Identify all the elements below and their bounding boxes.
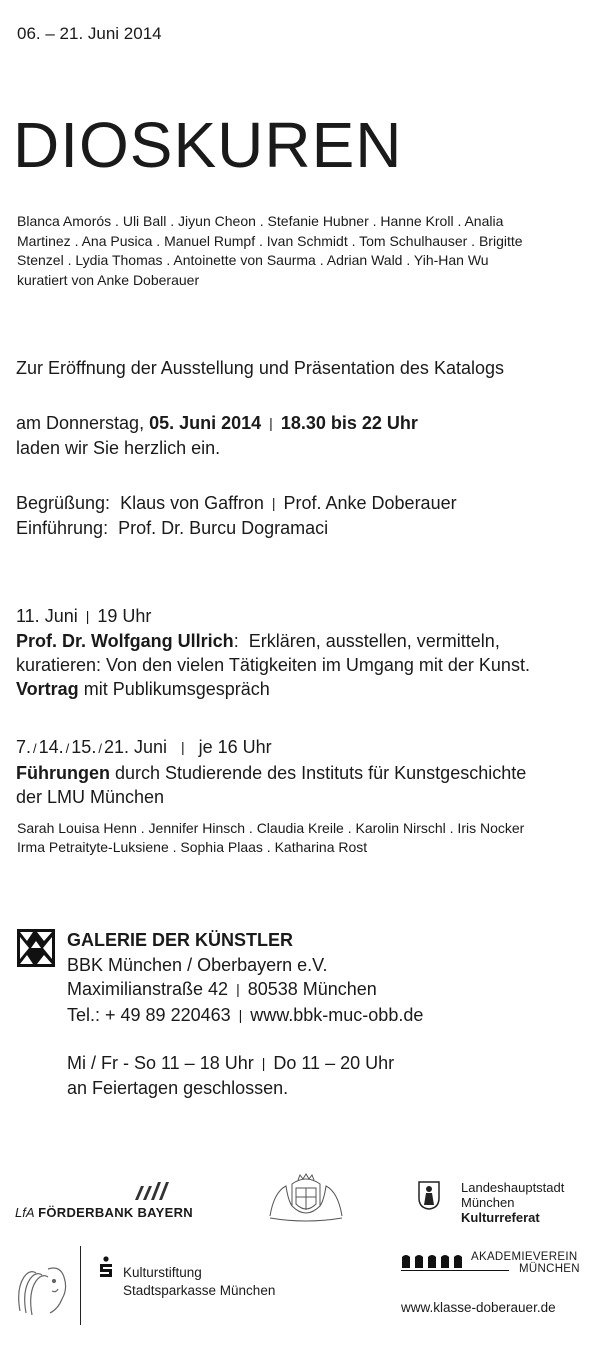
gallery-city: 80538 München: [247, 979, 377, 999]
artist-line: Martinez . Ana Pusica . Manuel Rumpf . Ivan Schmidt . Tom Schulhauser . Brigitte: [17, 232, 523, 249]
separator: |: [261, 1055, 266, 1071]
lfa-prefix: LfA: [15, 1205, 35, 1220]
exhibition-title: DIOSKUREN: [13, 109, 403, 181]
greeting-block: [16, 491, 457, 540]
tour-date: 14.: [38, 737, 64, 757]
greeting-name: Klaus von Gaffron: [120, 493, 264, 513]
akademieverein-bars-icon: [401, 1252, 467, 1268]
invite-time: 18.30 bis 22 Uhr: [280, 413, 418, 433]
munich-monk-icon: [417, 1180, 441, 1210]
artist-line: Stenzel . Lydia Thomas . Antoinette von Saurma . Adrian Wald . Yih-Han Wu: [17, 252, 489, 268]
lhs-line: München: [461, 1195, 515, 1210]
tour-time: je 16 Uhr: [198, 737, 272, 757]
curator-line: kuratiert von Anke Doberauer: [17, 271, 200, 288]
talk-block: [16, 604, 586, 701]
lhs-text: [461, 1180, 564, 1225]
intro-label: Einführung:: [16, 518, 109, 538]
gallery-org: BBK München / Oberbayern e.V.: [67, 954, 328, 975]
opening-hours: [67, 1051, 394, 1100]
greeting-label: Begrüßung:: [16, 493, 111, 513]
sparkasse-text: [123, 1264, 275, 1300]
gallery-web-link[interactable]: www.bbk-muc-obb.de: [250, 1004, 424, 1025]
student-list: [17, 819, 587, 857]
student-line: Irma Petraityte-Luksiene . Sophia Plaas . Katharina Rost: [17, 839, 368, 855]
invitation: [16, 411, 418, 460]
gallery-street: Maximilianstraße 42: [67, 979, 229, 999]
separator: |: [181, 739, 185, 755]
closed-note: an Feiertagen geschlossen.: [67, 1078, 289, 1098]
exhibition-date: 06. – 21. Juni 2014: [17, 24, 162, 43]
separator: |: [271, 495, 276, 511]
slash: /: [65, 741, 70, 756]
artist-line: Blanca Amorós . Uli Ball . Jiyun Cheon . Stefanie Hubner . Hanne Kroll . Analia: [17, 213, 504, 229]
sparkasse-line: Kulturstiftung: [123, 1265, 202, 1280]
gallery-name: GALERIE DER KÜNSTLER: [67, 930, 294, 950]
lfa-logo: [15, 1182, 195, 1222]
slash: /: [98, 741, 102, 756]
talk-type-rest: mit Publikumsgespräch: [83, 679, 270, 699]
talk-topic: Erklären, ausstellen, vermitteln,: [248, 631, 500, 651]
student-line: Sarah Louisa Henn . Jennifer Hinsch . Claudia Kreile . Karolin Nirschl . Iris Nocker: [17, 820, 525, 836]
tour-date: 15.: [71, 737, 97, 757]
invite-date: 05. Juni 2014: [149, 413, 262, 433]
talk-time: 19 Uhr: [97, 606, 152, 626]
intro-name: Prof. Dr. Burcu Dogramaci: [118, 518, 329, 538]
slash: /: [33, 741, 37, 756]
akad-line: AKADEMIEVEREIN: [471, 1251, 578, 1263]
separator: |: [269, 415, 273, 431]
lfa-bars-icon: [133, 1182, 189, 1202]
separator: |: [236, 981, 240, 997]
hours-text: Mi / Fr - So 11 – 18 Uhr: [67, 1053, 254, 1073]
tours-label: Führungen: [16, 763, 110, 783]
separator: |: [85, 608, 90, 624]
lhs-line: Landeshauptstadt: [461, 1180, 565, 1195]
artist-list: [17, 212, 585, 290]
website-link[interactable]: www.klasse-doberauer.de: [401, 1300, 556, 1315]
talk-type: Vortrag: [16, 679, 79, 699]
akademieverein-logo: [401, 1251, 583, 1281]
divider: [80, 1246, 81, 1325]
greeting-name: Prof. Anke Doberauer: [283, 493, 457, 513]
separator: |: [238, 1006, 243, 1023]
invite-line2: laden wir Sie herzlich ein.: [16, 438, 221, 458]
talk-topic: kuratieren: Von den vielen Tätigkeiten im Umgang mit der Kunst.: [16, 655, 530, 675]
gallery-logo-icon: [17, 929, 55, 967]
akad-line: MÜNCHEN: [519, 1263, 580, 1275]
tours-desc: der LMU München: [16, 787, 165, 807]
bavarian-crest-icon: [266, 1172, 346, 1224]
talk-colon: :: [233, 631, 239, 651]
tours-desc: durch Studierende des Instituts für Kunstgeschichte: [115, 763, 527, 783]
sparkasse-face-icon: [12, 1259, 74, 1317]
gallery-info: [67, 928, 423, 1028]
invite-prefix: am Donnerstag,: [16, 413, 145, 433]
tour-date: 21. Juni: [103, 737, 167, 757]
lhs-line: Kulturreferat: [461, 1210, 540, 1225]
tour-date: 7.: [16, 737, 32, 757]
sparkasse-s-icon: [99, 1256, 113, 1278]
sparkasse-line: Stadtsparkasse München: [123, 1283, 276, 1298]
hours-text: Do 11 – 20 Uhr: [273, 1053, 395, 1073]
gallery-tel: Tel.: + 49 89 220463: [67, 1004, 231, 1025]
lfa-name: FÖRDERBANK BAYERN: [38, 1205, 193, 1220]
talk-speaker: Prof. Dr. Wolfgang Ullrich: [16, 631, 234, 651]
akad-rule: [401, 1270, 509, 1271]
talk-date: 11. Juni: [16, 606, 78, 626]
opening-text: Zur Eröffnung der Ausstellung und Präsentation des Katalogs: [16, 358, 504, 378]
tours-block: [16, 735, 586, 809]
